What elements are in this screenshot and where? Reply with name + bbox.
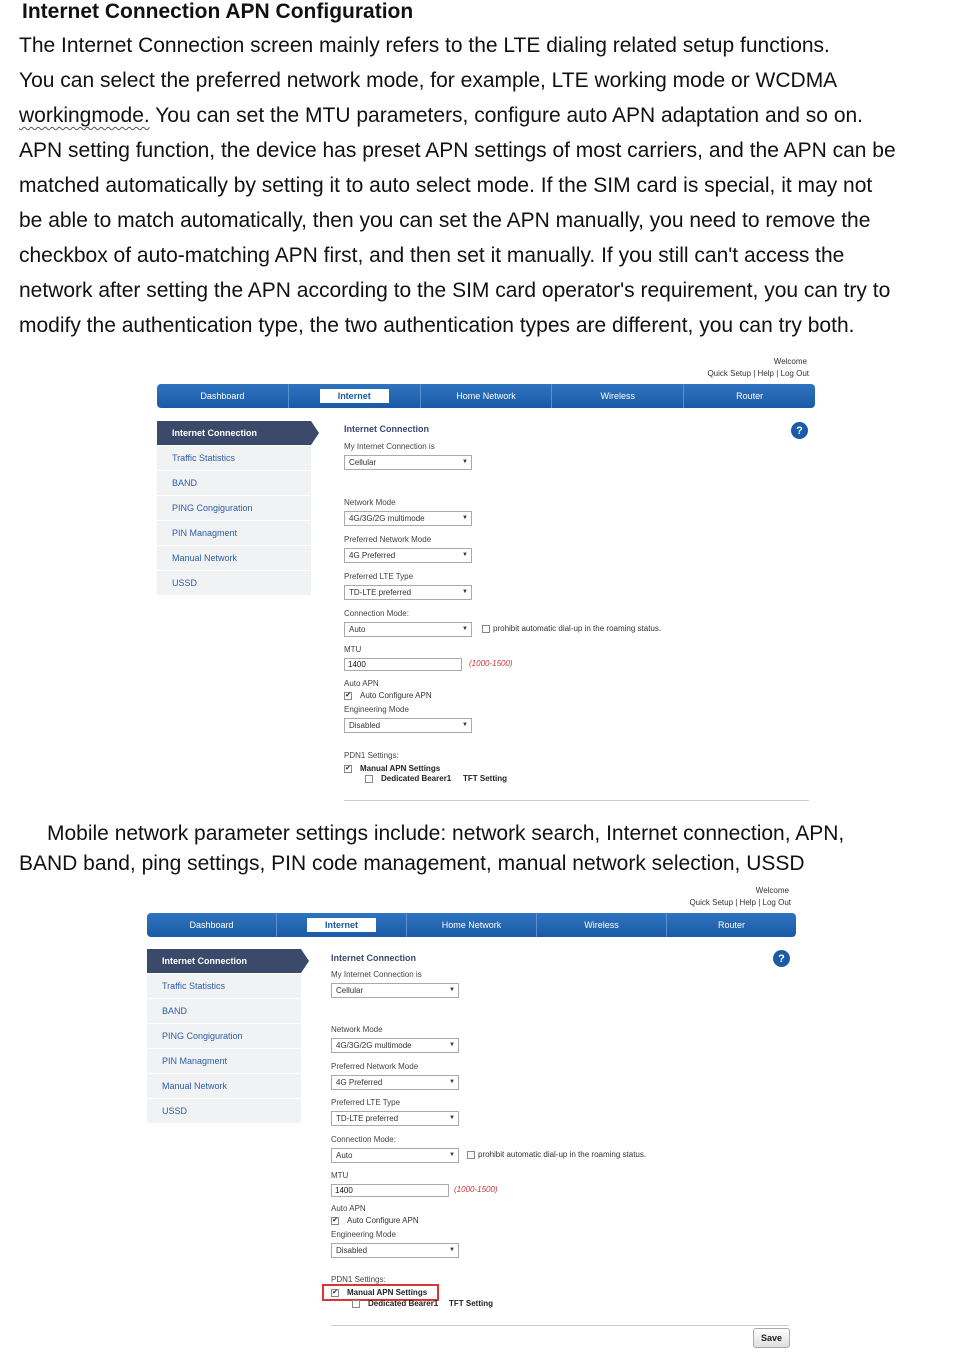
- preferred-lte-select[interactable]: TD-LTE preferred ▼: [331, 1111, 459, 1126]
- preferred-lte-select[interactable]: TD-LTE preferred ▼: [344, 585, 472, 600]
- sidebar-item-band[interactable]: BAND: [157, 471, 311, 496]
- para-line: Mobile network parameter settings include: network search, Internet connection, APN,: [47, 822, 845, 845]
- nav-home-network[interactable]: [421, 384, 553, 408]
- auto-apn-checkbox[interactable]: ✔: [345, 692, 351, 699]
- save-button[interactable]: Save: [753, 1328, 790, 1348]
- main-nav: [157, 384, 815, 408]
- divider: [344, 800, 809, 801]
- manual-apn-checkbox[interactable]: ✔: [345, 765, 351, 772]
- connection-mode-select[interactable]: Auto ▼: [344, 622, 472, 637]
- para-line: You can select the preferred network mode, for example, LTE working mode or WCDMA: [19, 69, 838, 92]
- sidebar-item-ping[interactable]: PING Congiguration: [147, 1024, 301, 1049]
- roaming-checkbox[interactable]: [482, 625, 490, 633]
- intro-paragraph: [19, 28, 954, 343]
- roaming-text: prohibit automatic dial-up in the roaming status.: [493, 624, 662, 633]
- network-mode-select[interactable]: 4G/3G/2G multimode ▼: [331, 1038, 459, 1053]
- manual-apn-text: Manual APN Settings: [360, 764, 441, 773]
- para-line: be able to match automatically, then you can set the APN manually, you need to remove the: [19, 209, 871, 232]
- preferred-lte-label: Preferred LTE Type: [344, 572, 414, 581]
- network-mode-label: Network Mode: [331, 1025, 383, 1034]
- auto-apn-label: Auto APN: [344, 679, 379, 688]
- preferred-mode-label: Preferred Network Mode: [331, 1062, 419, 1071]
- dedicated-bearer-text: Dedicated Bearer1: [381, 774, 452, 783]
- mtu-input[interactable]: 1400: [331, 1184, 449, 1197]
- router-screenshot-1: [157, 355, 817, 810]
- para-line: modify the authentication type, the two authentication types are different, you can try both.: [19, 314, 855, 337]
- router-screenshot-2: [147, 884, 807, 1354]
- pdn-label: PDN1 Settings:: [344, 751, 399, 760]
- document-title: Internet Connection APN Configuration: [22, 0, 414, 23]
- sidebar-item-ussd[interactable]: USSD: [147, 1099, 301, 1124]
- connection-mode-select[interactable]: Auto ▼: [331, 1148, 459, 1163]
- para-line: BAND band, ping settings, PIN code management, manual network selection, USSD: [19, 852, 805, 875]
- preferred-mode-select[interactable]: 4G Preferred ▼: [344, 548, 472, 563]
- engineering-mode-select[interactable]: Disabled ▼: [331, 1243, 459, 1258]
- dedicated-bearer-checkbox[interactable]: [365, 775, 373, 783]
- nav-label: Router: [736, 391, 764, 401]
- para-line: [19, 98, 954, 133]
- preferred-lte-label: Preferred LTE Type: [331, 1098, 401, 1107]
- roaming-checkbox[interactable]: [467, 1151, 475, 1159]
- network-mode-label: Network Mode: [344, 498, 396, 507]
- para-line-rest: You can set the MTU parameters, configure auto APN adaptation and so on.: [149, 104, 864, 127]
- sidebar: [157, 421, 311, 596]
- nav-label: Wireless: [584, 920, 619, 930]
- help-icon[interactable]: ?: [791, 422, 808, 439]
- dedicated-bearer-checkbox[interactable]: [352, 1300, 360, 1308]
- nav-dashboard[interactable]: [147, 913, 277, 937]
- mtu-range: (1000-1500): [454, 1185, 498, 1194]
- mtu-label: MTU: [344, 645, 362, 654]
- help-icon[interactable]: ?: [773, 950, 790, 967]
- sidebar-item-pin[interactable]: PIN Managment: [147, 1049, 301, 1074]
- sidebar-item-pin[interactable]: PIN Managment: [157, 521, 311, 546]
- sidebar-item-traffic-statistics[interactable]: Traffic Statistics: [147, 974, 301, 999]
- sidebar-item-internet-connection[interactable]: Internet Connection: [157, 421, 311, 446]
- my-connection-label: My Internet Connection is: [344, 442, 435, 451]
- nav-wireless[interactable]: [552, 384, 684, 408]
- my-connection-select[interactable]: Cellular ▼: [331, 983, 459, 998]
- para-line: checkbox of auto-matching APN first, and then set it manually. If you still can't access the: [19, 244, 845, 267]
- nav-internet[interactable]: [277, 913, 407, 937]
- summary-paragraph: [19, 819, 954, 879]
- nav-label: Home Network: [441, 920, 502, 930]
- nav-label: Internet: [320, 389, 389, 403]
- sidebar-item-manual-network[interactable]: Manual Network: [147, 1074, 301, 1099]
- nav-router[interactable]: [667, 913, 796, 937]
- mtu-range: (1000-1500): [469, 659, 513, 668]
- manual-apn-text: Manual APN Settings: [347, 1288, 428, 1297]
- manual-apn-checkbox[interactable]: ✔: [332, 1289, 338, 1296]
- main-nav: [147, 913, 796, 937]
- pdn-label: PDN1 Settings:: [331, 1275, 386, 1284]
- sidebar: [147, 949, 301, 1124]
- nav-router[interactable]: [684, 384, 815, 408]
- nav-label: Router: [717, 920, 745, 930]
- mtu-label: MTU: [331, 1171, 349, 1180]
- engineering-mode-label: Engineering Mode: [331, 1230, 396, 1239]
- network-mode-select[interactable]: 4G/3G/2G multimode ▼: [344, 511, 472, 526]
- engineering-mode-select[interactable]: Disabled ▼: [344, 718, 472, 733]
- nav-label: Internet: [307, 918, 376, 932]
- auto-apn-text: Auto Configure APN: [347, 1216, 419, 1225]
- top-links[interactable]: Quick Setup | Help | Log Out: [707, 369, 809, 378]
- mtu-input[interactable]: 1400: [344, 658, 462, 671]
- sidebar-item-traffic-statistics[interactable]: Traffic Statistics: [157, 446, 311, 471]
- nav-internet[interactable]: [289, 384, 421, 408]
- para-line: matched automatically by setting it to auto select mode. If the SIM card is special, it may not: [19, 174, 873, 197]
- nav-home-network[interactable]: [407, 913, 537, 937]
- section-title: Internet Connection: [331, 953, 416, 963]
- nav-dashboard[interactable]: [157, 384, 289, 408]
- auto-apn-label: Auto APN: [331, 1204, 366, 1213]
- para-line: APN setting function, the device has preset APN settings of most carriers, and the APN can be: [19, 139, 896, 162]
- engineering-mode-label: Engineering Mode: [344, 705, 409, 714]
- roaming-text: prohibit automatic dial-up in the roaming status.: [478, 1150, 647, 1159]
- nav-label: Home Network: [456, 391, 516, 401]
- auto-apn-checkbox[interactable]: ✔: [332, 1217, 338, 1224]
- my-connection-select[interactable]: Cellular ▼: [344, 455, 472, 470]
- preferred-mode-select[interactable]: 4G Preferred ▼: [331, 1075, 459, 1090]
- welcome-text: Welcome: [755, 886, 789, 895]
- divider: [331, 1325, 789, 1326]
- tft-setting-text[interactable]: TFT Setting: [463, 774, 507, 783]
- connection-mode-label: Connection Mode:: [331, 1135, 396, 1144]
- welcome-text: Welcome: [773, 357, 807, 366]
- sidebar-item-ussd[interactable]: USSD: [157, 571, 311, 596]
- nav-label: Dashboard: [189, 920, 234, 930]
- preferred-mode-label: Preferred Network Mode: [344, 535, 432, 544]
- nav-wireless[interactable]: [537, 913, 667, 937]
- nav-label: Dashboard: [200, 391, 245, 401]
- sidebar-item-band[interactable]: BAND: [147, 999, 301, 1024]
- sidebar-item-ping[interactable]: PING Congiguration: [157, 496, 311, 521]
- para-line: The Internet Connection screen mainly refers to the LTE dialing related setup functions.: [19, 34, 830, 57]
- sidebar-item-manual-network[interactable]: Manual Network: [157, 546, 311, 571]
- top-links[interactable]: Quick Setup | Help | Log Out: [689, 898, 791, 907]
- dedicated-bearer-text: Dedicated Bearer1: [368, 1299, 439, 1308]
- sidebar-item-internet-connection[interactable]: Internet Connection: [147, 949, 301, 974]
- my-connection-label: My Internet Connection is: [331, 970, 422, 979]
- section-title: Internet Connection: [344, 424, 429, 434]
- tft-setting-text[interactable]: TFT Setting: [449, 1299, 493, 1308]
- nav-label: Wireless: [600, 391, 636, 401]
- spellcheck-word: workingmode.: [19, 104, 150, 127]
- connection-mode-label: Connection Mode:: [344, 609, 409, 618]
- auto-apn-text: Auto Configure APN: [360, 691, 432, 700]
- para-line: network after setting the APN according to the SIM card operator's requirement, you can try to: [19, 279, 891, 302]
